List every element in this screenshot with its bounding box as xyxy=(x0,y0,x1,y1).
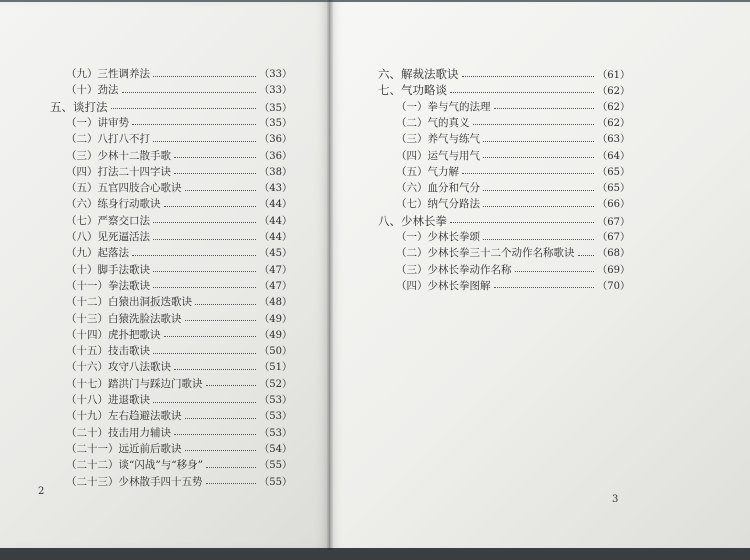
toc-entry-page: （65） xyxy=(597,166,630,178)
dot-leader xyxy=(494,108,595,109)
toc-entry xyxy=(396,115,630,131)
toc-entry-page: （36） xyxy=(259,134,292,146)
dot-leader xyxy=(195,304,256,305)
toc-entry xyxy=(66,408,292,424)
toc-entry-title: （一）讲审势 xyxy=(66,116,129,129)
toc-entry xyxy=(66,262,292,278)
toc-entry-title: （四）少林长拳图解 xyxy=(396,279,491,292)
toc-entry xyxy=(66,82,292,98)
toc-entry xyxy=(66,131,292,147)
dot-leader xyxy=(164,336,257,337)
toc-entry-title: （二十三）少林散手四十五势 xyxy=(66,475,203,488)
toc-entry-title: （十）脚手法歌诀 xyxy=(66,263,150,276)
dot-leader xyxy=(153,76,256,77)
toc-entry-title: （八）见死逼活法 xyxy=(66,231,150,243)
toc-entry xyxy=(396,164,630,180)
toc-entry-title: （九）起落法 xyxy=(66,247,129,260)
dot-leader xyxy=(462,76,595,77)
dot-leader xyxy=(132,124,256,125)
left-page xyxy=(0,2,330,548)
dot-leader xyxy=(206,483,257,484)
toc-entry-title: （五）五官四肢合心歌诀 xyxy=(66,182,182,195)
toc-entry-page: （53） xyxy=(259,395,292,406)
toc-entry-title: （十五）技击歌诀 xyxy=(66,345,150,358)
toc-entry-page: （45） xyxy=(259,248,292,260)
dot-leader xyxy=(164,206,257,207)
toc-entry xyxy=(396,148,630,164)
toc-entry-title: （六）血分和气分 xyxy=(396,182,480,195)
toc-entry-page: （67） xyxy=(597,216,630,228)
toc-entry-title: （六）练身行动歌诀 xyxy=(66,198,161,211)
dot-leader xyxy=(174,434,256,435)
toc-entry-page: （62） xyxy=(597,117,630,129)
toc-entry-title: （四）打法二十四字诀 xyxy=(66,165,171,178)
toc-entry xyxy=(378,66,630,82)
dot-leader xyxy=(153,287,256,288)
toc-entry xyxy=(396,229,630,245)
dot-leader xyxy=(132,255,256,256)
toc-entry-page: （47） xyxy=(259,264,292,276)
toc-entry xyxy=(396,262,630,278)
toc-entry-title: （四）运气与用气 xyxy=(396,149,480,162)
toc-entry-title: （十四）虎扑把歌诀 xyxy=(66,328,161,341)
toc-entry xyxy=(66,148,292,164)
toc-entry-page: （70） xyxy=(597,280,630,292)
toc-entry-page: （64） xyxy=(597,150,630,162)
dot-leader xyxy=(122,92,257,93)
toc-entry-title: （七）严察交口法 xyxy=(66,214,150,227)
toc-entry xyxy=(66,213,292,229)
toc-entry xyxy=(66,115,292,131)
toc-entry xyxy=(396,245,630,261)
dot-leader xyxy=(174,157,256,158)
toc-entry xyxy=(66,196,292,212)
toc-entry-title: （三）少林十二散手歌 xyxy=(66,149,171,162)
toc-entry-page: （62） xyxy=(597,86,630,98)
toc-entry-title: （二十二）谈“闪战”与“移身” xyxy=(66,459,203,472)
toc-entry-page: （44） xyxy=(259,199,292,211)
left-page-number: 2 xyxy=(38,486,45,497)
toc-entry xyxy=(396,196,630,212)
toc-entry-page: （53） xyxy=(259,411,292,423)
toc-entry-page: （52） xyxy=(259,378,292,390)
toc-entry xyxy=(66,474,292,490)
toc-entry xyxy=(396,99,630,115)
toc-entry xyxy=(66,392,292,408)
toc-entry-title: （一）少林长拳颂 xyxy=(396,231,480,243)
toc-entry-page: （49） xyxy=(259,329,292,341)
toc-entry xyxy=(66,376,292,392)
toc-entry-page: （33） xyxy=(259,85,292,97)
toc-entry-page: （44） xyxy=(259,215,292,227)
toc-entry-page: （66） xyxy=(597,199,630,211)
toc-entry xyxy=(66,245,292,261)
toc-entry-title: （十）劲法 xyxy=(66,84,119,97)
toc-entry xyxy=(66,441,292,457)
dot-leader xyxy=(111,108,257,109)
toc-entry-title: 六、解裁法歌诀 xyxy=(378,67,459,81)
toc-entry-title: （五）气力解 xyxy=(396,165,459,178)
toc-entry-title: （二十）技击用力辅诀 xyxy=(66,426,171,439)
toc-entry-page: （65） xyxy=(597,183,630,195)
dot-leader xyxy=(515,271,595,272)
toc-entry-title: （二）气的真义 xyxy=(396,116,470,129)
toc-entry-page: （54） xyxy=(259,443,292,455)
toc-entry-page: （63） xyxy=(597,134,630,146)
right-page-number: 3 xyxy=(612,494,619,505)
dot-leader xyxy=(185,190,257,191)
toc-entry-page: （36） xyxy=(259,150,292,162)
dot-leader xyxy=(153,141,256,142)
book-gutter xyxy=(327,0,333,550)
dot-leader xyxy=(153,402,256,403)
toc-entry-title: （二十一）远近前后歌诀 xyxy=(66,442,182,455)
dot-leader xyxy=(174,173,256,174)
dot-leader xyxy=(206,385,257,386)
toc-entry-title: （二）少林长拳三十二个动作名称歌诀 xyxy=(396,247,575,260)
toc-entry xyxy=(66,66,292,82)
toc-entry xyxy=(66,359,292,375)
dot-leader xyxy=(185,320,257,321)
toc-entry-title: 八、少林长拳 xyxy=(378,213,447,228)
toc-entry-title: （十六）攻守八法歌诀 xyxy=(66,361,171,374)
toc-entry-title: （三）养气与练气 xyxy=(396,133,480,146)
dot-leader xyxy=(483,206,594,207)
toc-entry xyxy=(66,294,292,310)
toc-entry xyxy=(66,229,292,245)
toc-entry xyxy=(66,278,292,294)
dot-leader xyxy=(578,255,595,256)
toc-entry-page: （33） xyxy=(259,69,292,80)
toc-entry-page: （35） xyxy=(259,117,292,129)
toc-entry-title: （二）八打八不打 xyxy=(66,133,150,146)
toc-entry-title: （十三）白猿洗脸法歌诀 xyxy=(66,312,182,325)
toc-entry-page: （44） xyxy=(259,232,292,243)
toc-entry-title: （九）三性调养法 xyxy=(66,68,150,80)
dot-leader xyxy=(153,239,256,240)
toc-entry-title: （十八）进退歌诀 xyxy=(66,394,150,406)
toc-entry xyxy=(66,180,292,196)
dot-leader xyxy=(185,418,257,419)
toc-entry xyxy=(50,99,292,115)
dot-leader xyxy=(483,239,594,240)
dot-leader xyxy=(462,173,594,174)
dot-leader xyxy=(153,271,256,272)
toc-entry xyxy=(66,164,292,180)
toc-entry-title: （三）少林长拳动作名称 xyxy=(396,263,512,276)
toc-entry-page: （55） xyxy=(259,476,292,488)
toc-entry-page: （50） xyxy=(259,346,292,358)
toc-entry-title: （十九）左右趋避法歌诀 xyxy=(66,410,182,423)
toc-entry-page: （53） xyxy=(259,427,292,439)
toc-entry-page: （43） xyxy=(259,183,292,195)
toc-entry xyxy=(66,311,292,327)
dot-leader xyxy=(483,157,594,158)
toc-entry-page: （69） xyxy=(597,264,630,276)
dot-leader xyxy=(450,222,594,223)
dot-leader xyxy=(174,369,256,370)
dot-leader xyxy=(185,450,257,451)
dot-leader xyxy=(450,92,594,93)
toc-entry xyxy=(396,278,630,294)
dot-leader xyxy=(483,190,594,191)
dot-leader xyxy=(483,141,594,142)
toc-entry-page: （61） xyxy=(597,70,630,81)
dot-leader xyxy=(153,353,256,354)
toc-entry-title: （十七）踏洪门与踩边门歌诀 xyxy=(66,377,203,390)
toc-entry xyxy=(66,457,292,473)
toc-entry-title: （十一）拳法歌诀 xyxy=(66,279,150,292)
toc-entry-page: （55） xyxy=(259,460,292,472)
toc-entry-title: （七）纳气分路法 xyxy=(396,198,480,211)
dot-leader xyxy=(473,124,595,125)
toc-entry xyxy=(378,213,630,229)
toc-entry xyxy=(396,131,630,147)
dot-leader xyxy=(206,467,256,468)
right-page xyxy=(330,2,750,548)
toc-entry xyxy=(66,425,292,441)
toc-entry-title: 七、气功略谈 xyxy=(378,83,447,98)
toc-entry-page: （47） xyxy=(259,280,292,292)
toc-entry xyxy=(378,82,630,98)
toc-entry-title: （一）拳与气的法理 xyxy=(396,100,491,113)
toc-entry-page: （49） xyxy=(259,313,292,325)
toc-entry-page: （62） xyxy=(597,101,630,113)
toc-entry-title: （十二）白猿出洞扳迭歌诀 xyxy=(66,296,192,309)
toc-entry-page: （51） xyxy=(259,362,292,374)
toc-entry xyxy=(396,180,630,196)
dot-leader xyxy=(153,222,256,223)
toc-entry-page: （67） xyxy=(597,232,630,243)
toc-entry xyxy=(66,343,292,359)
toc-entry-page: （38） xyxy=(259,166,292,178)
toc-entry-title: 五、谈打法 xyxy=(50,99,108,114)
toc-entry-page: （68） xyxy=(597,248,630,260)
toc-entry-page: （35） xyxy=(259,102,292,114)
dot-leader xyxy=(494,287,595,288)
toc-entry xyxy=(66,327,292,343)
toc-entry-page: （48） xyxy=(259,297,292,309)
